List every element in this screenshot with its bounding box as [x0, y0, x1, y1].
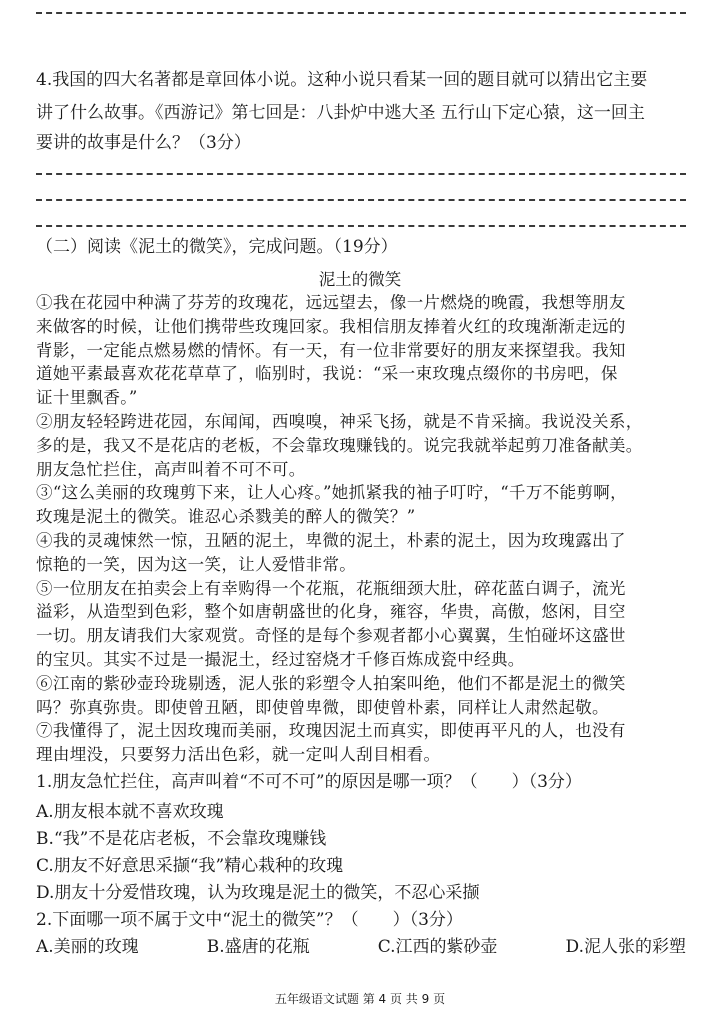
passage-line: 的宝贝。其实不过是一撮泥土，经过窑烧才千修百炼成瓷中经典。: [36, 650, 525, 669]
answer-line: [36, 12, 686, 14]
question-1-option-c: C.朋友不好意思采撷“我”精心栽种的玫瑰: [36, 856, 344, 876]
passage-line: 玫瑰是泥土的微笑。谁忍心杀戮美的醉人的微笑？”: [36, 507, 416, 527]
answer-line: [36, 173, 686, 175]
question-4-line-2: 讲了什么故事。《西游记》第七回是：八卦炉中逃大圣 五行山下定心猿，这一回主: [36, 103, 645, 123]
passage-line: ④我的灵魂悚然一惊，丑陋的泥土，卑微的泥土，朴素的泥土，因为玫瑰露出了: [36, 531, 626, 550]
passage-line: 惊艳的一笑，因为这一笑，让人爱惜非常。: [36, 554, 357, 574]
question-2-option-a: A.美丽的玫瑰: [36, 937, 139, 957]
passage-line: ⑤一位朋友在拍卖会上有幸购得一个花瓶，花瓶细颈大肚，碎花蓝白调子，流光: [36, 578, 626, 598]
question-2-option-c: C.江西的紫砂壶: [377, 937, 498, 957]
question-2-option-b: B.盛唐的花瓶: [206, 937, 310, 957]
section-heading: （二）阅读《泥土的微笑》，完成问题。（19分）: [36, 237, 398, 257]
question-4-line-3: 要讲的故事是什么？（3分）: [36, 133, 251, 153]
passage-line: ①我在花园中种满了芬芳的玫瑰花，远远望去，像一片燃烧的晚霞，我想等朋友: [36, 293, 626, 312]
passage-line: 背影，一定能点燃易燃的情怀。有一天，有一位非常要好的朋友来探望我。我知: [36, 340, 626, 360]
passage-line: ⑦我懂得了，泥土因玫瑰而美丽，玫瑰因泥土而真实，即使再平凡的人，也没有: [36, 721, 626, 741]
question-1-option-b: B.“我”不是花店老板，不会靠玫瑰赚钱: [36, 829, 327, 849]
passage-title: 泥土的微笑: [318, 270, 402, 289]
question-1-option-d: D.朋友十分爱惜玫瑰，认为玫瑰是泥土的微笑，不忍心采撷: [36, 883, 480, 903]
question-1-option-a: A.朋友根本就不喜欢玫瑰: [36, 802, 224, 822]
answer-line: [36, 199, 686, 201]
page-footer: 五年级语文试题 第 4 页 共 9 页: [274, 992, 446, 1006]
answer-line: [36, 225, 686, 227]
passage-line: 理由埋没，只要努力活出色彩，就一定叫人刮目相看。: [36, 745, 441, 765]
passage-line: 一切。朋友请我们大家观赏。奇怪的是每个参观者都小心翼翼，生怕碰坏这盛世: [36, 626, 626, 646]
question-2-options: [36, 934, 686, 961]
question-2-stem: 2.下面哪一项不属于文中“泥土的微笑”？（ ）（3分）: [36, 910, 463, 930]
passage-line: 吗？弥真弥贵。即使曾丑陋，即使曾卑微，即使曾朴素，同样让人肃然起敬。: [36, 697, 609, 717]
question-2-option-d: D.泥人张的彩塑: [565, 937, 686, 957]
question-1-stem: 1.朋友急忙拦住，高声叫着“不可不可”的原因是哪一项？（ ）（3分）: [36, 772, 582, 792]
passage-line: ③“这么美丽的玫瑰剪下来，让人心疼。”她抓紧我的袖子叮咛，“千万不能剪啊，: [36, 483, 628, 503]
passage-line: 溢彩，从造型到色彩，整个如唐朝盛世的化身，雍容，华贵，高傲，悠闲，目空: [36, 602, 626, 622]
passage-line: 来做客的时候，让他们携带些玫瑰回家。我相信朋友捧着火红的玫瑰渐渐走远的: [36, 316, 626, 336]
passage-line: 多的是，我又不是花店的老板，不会靠玫瑰赚钱的。说完我就举起剪刀准备献美。: [36, 435, 643, 455]
passage-line: 道她平素最喜欢花花草草了，临别时，我说：“采一束玫瑰点缀你的书房吧，保: [36, 364, 618, 384]
passage-line: 朋友急忙拦住，高声叫着不可不可。: [36, 459, 306, 479]
question-4-line-1: 4.我国的四大名著都是章回体小说。这种小说只看某一回的题目就可以猜出它主要: [36, 70, 648, 90]
passage-line: ②朋友轻轻跨进花园，东闻闻，西嗅嗅，神采飞扬，就是不肯采摘。我说没关系，: [36, 412, 643, 431]
passage-line: ⑥江南的紫砂壶玲珑剔透，泥人张的彩塑令人拍案叫绝，他们不都是泥土的微笑: [36, 673, 626, 693]
passage-line: 证十里飘香。”: [36, 388, 138, 408]
